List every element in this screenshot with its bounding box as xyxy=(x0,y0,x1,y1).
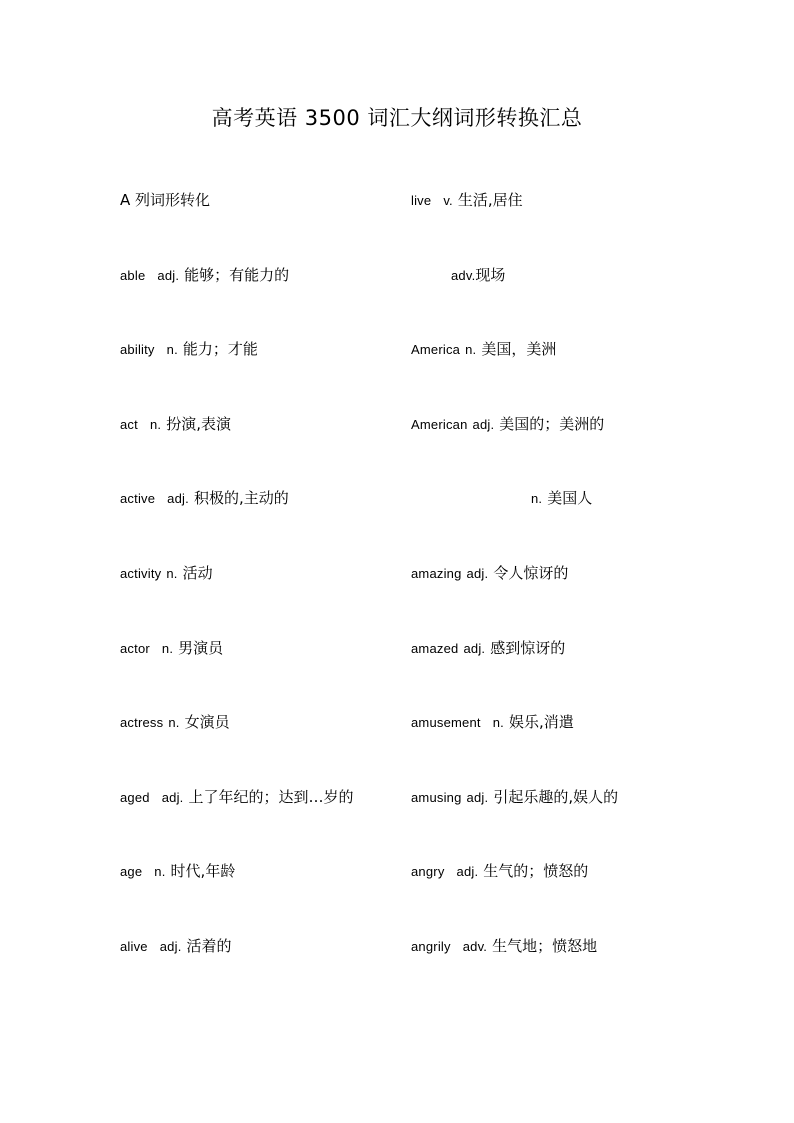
list-item xyxy=(120,412,420,487)
meaning: 美国的；美洲的 xyxy=(499,414,605,433)
part-of-speech: v. xyxy=(443,193,453,208)
meaning: 男演员 xyxy=(178,638,224,657)
meaning: 时代,年龄 xyxy=(170,862,236,881)
list-item xyxy=(411,636,741,711)
part-of-speech: adj. xyxy=(167,491,189,507)
part-of-speech: adj. xyxy=(159,938,182,954)
word: alive xyxy=(120,938,148,954)
list-item xyxy=(411,263,741,338)
list-item xyxy=(411,710,741,785)
part-of-speech: adv. xyxy=(462,938,488,954)
list-item xyxy=(120,859,420,934)
section-heading: A 列词形转化 xyxy=(120,191,211,209)
word: actress xyxy=(120,715,164,731)
word: amazed xyxy=(411,640,459,656)
meaning: 女演员 xyxy=(184,713,230,732)
part-of-speech: adv. xyxy=(451,267,476,283)
word: amazing xyxy=(411,565,462,581)
part-of-speech: adj. xyxy=(466,565,489,581)
meaning: 扮演,表演 xyxy=(166,414,231,433)
list-item xyxy=(411,412,741,487)
word: aged xyxy=(120,789,150,805)
word: act xyxy=(120,416,138,432)
part-of-speech: adj. xyxy=(472,416,495,432)
meaning: 活动 xyxy=(182,563,213,582)
word: angry xyxy=(411,864,445,880)
word: able xyxy=(120,267,146,283)
meaning: 感到惊讶的 xyxy=(490,638,566,657)
word: active xyxy=(120,491,156,507)
part-of-speech: adj. xyxy=(157,267,180,283)
meaning: 令人惊讶的 xyxy=(493,563,569,582)
part-of-speech: adj. xyxy=(456,864,479,880)
meaning: 现场 xyxy=(475,265,506,284)
list-item xyxy=(411,188,741,263)
word: ability xyxy=(120,342,155,358)
part-of-speech: n. xyxy=(154,864,166,880)
left-word-column xyxy=(120,188,420,1009)
meaning: 活着的 xyxy=(186,936,232,955)
list-item xyxy=(120,934,420,1009)
list-item xyxy=(120,710,420,785)
meaning: 生气地；愤怒地 xyxy=(492,936,598,955)
part-of-speech: adj. xyxy=(466,789,489,805)
part-of-speech: n. xyxy=(149,416,162,432)
part-of-speech: adj. xyxy=(161,789,184,805)
list-item xyxy=(411,934,741,1009)
list-item xyxy=(120,785,420,860)
meaning: 引起乐趣的,娱人的 xyxy=(493,787,619,806)
word: age xyxy=(120,864,143,880)
list-item xyxy=(120,636,420,711)
part-of-speech: n. xyxy=(465,342,477,358)
word: activity xyxy=(120,565,162,581)
word: live xyxy=(411,193,432,208)
list-item xyxy=(120,263,420,338)
meaning: 积极的,主动的 xyxy=(193,489,289,508)
list-item xyxy=(411,561,741,636)
right-word-column xyxy=(411,188,741,1009)
list-item xyxy=(120,337,420,412)
part-of-speech: n. xyxy=(161,640,174,656)
word: amusement xyxy=(411,715,481,731)
part-of-speech: n. xyxy=(166,565,178,581)
word: America xyxy=(411,342,461,358)
list-item xyxy=(411,337,741,412)
list-item xyxy=(411,785,741,860)
part-of-speech: n. xyxy=(492,715,504,731)
meaning: 能够；有能力的 xyxy=(184,265,290,284)
meaning: 生气的；愤怒的 xyxy=(483,862,589,881)
meaning: 美国，美洲 xyxy=(481,340,557,359)
list-item xyxy=(411,486,741,561)
list-item xyxy=(120,188,420,263)
list-item xyxy=(120,486,420,561)
part-of-speech: n. xyxy=(168,715,180,731)
part-of-speech: n. xyxy=(166,342,178,358)
meaning: 上了年纪的；达到…岁的 xyxy=(188,787,354,806)
meaning: 能力；才能 xyxy=(182,340,258,359)
meaning: 生活,居住 xyxy=(457,191,523,209)
meaning: 娱乐,消遣 xyxy=(508,713,574,732)
page-title: 高考英语 3500 词汇大纲词形转换汇总 xyxy=(211,106,583,130)
list-item xyxy=(411,859,741,934)
word: angrily xyxy=(411,938,451,954)
word: actor xyxy=(120,640,150,656)
part-of-speech: n. xyxy=(531,491,543,507)
list-item xyxy=(120,561,420,636)
part-of-speech: adj. xyxy=(463,640,486,656)
word: American xyxy=(411,416,468,432)
word: amusing xyxy=(411,789,462,805)
meaning: 美国人 xyxy=(547,489,593,508)
